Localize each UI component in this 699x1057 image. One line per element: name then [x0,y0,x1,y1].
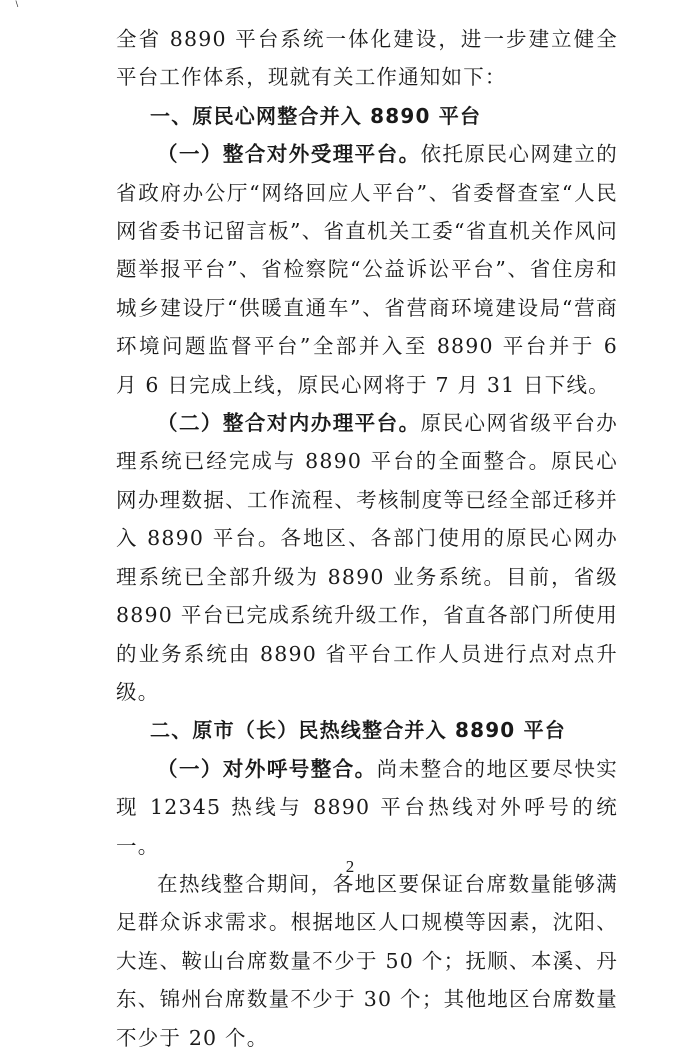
paragraph-1-2 [116,404,618,711]
paragraph-2-2: 在热线整合期间，各地区要保证台席数量能够满足群众诉求需求。根据地区人口规模等因素，沈阳、大连、鞍山台席数量不少于 50 个；抚顺、本溪、丹东、锦州台席数量不少于 30 个；其他地区台席数量不少于 20 个。 [116,871,618,1050]
subsection-label-1-1: （一）整合对外受理平台。 [157,142,421,167]
subsection-label-2-1: （一）对外呼号整合。 [157,756,377,781]
paragraph-2-1 [116,750,618,865]
section-heading-2: 二、原市（长）民热线整合并入 8890 平台 [150,718,566,743]
page-number: 2 [345,857,355,876]
paragraph-1-2-text: 原民心网省级平台办理系统已经完成与 8890 平台的全面整合。原民心网办理数据、工作流程、考核制度等已经全部迁移并入 8890 平台。各地区、各部门使用的原民心网办理系统已全部升级为 8890 业务系统。目前，省级 8890 平台已完成系统升级工作，省直各部门所使用的业务系统由 8890 省平台工作人员进行点对点升级。 [116,411,618,704]
paragraph-1-1-text: 依托原民心网建立的省政府办公厅“网络回应人平台”、省委督查室“人民网省委书记留言板”、省直机关工委“省直机关作风问题举报平台”、省检察院“公益诉讼平台”、省住房和城乡建设厅“供暖直通车”、省营商环境建设局“营商环境问题监督平台”全部并入至 8890 平台并于 6 月 6 日完成上线，原民心网将于 7 月 31 日下线。 [116,142,618,397]
subsection-label-1-2: （二）整合对内办理平台。 [157,411,421,436]
paragraph-1-1 [116,135,618,404]
paragraph-2-1-text: 尚未整合的地区要尽快实现 12345 热线与 8890 平台热线对外呼号的统一。 [116,756,619,858]
intro-paragraph: 全省 8890 平台系统一体化建设，进一步建立健全平台工作体系，现就有关工作通知如下： [116,27,618,90]
scan-mark: ∖ [14,0,20,9]
document-body [116,20,618,1057]
section-heading-1: 一、原民心网整合并入 8890 平台 [150,103,482,128]
